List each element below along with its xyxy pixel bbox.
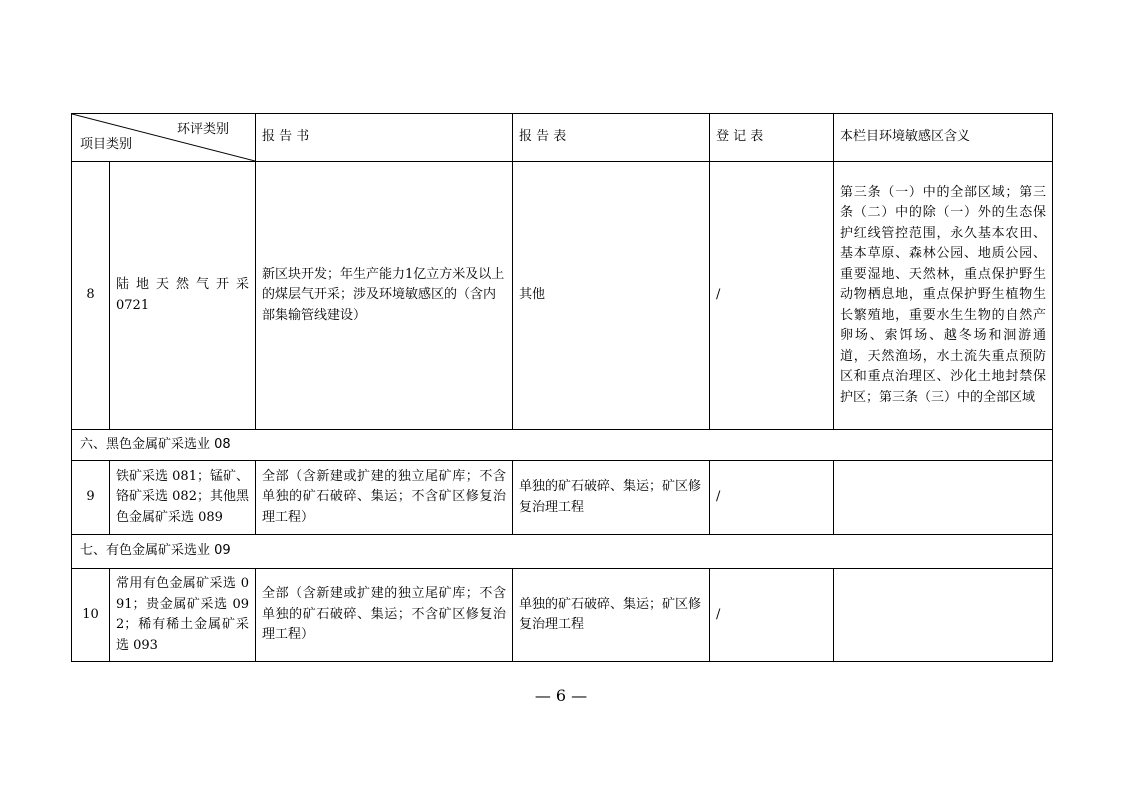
project-name: 铁矿采选 081；锰矿、铬矿采选 082；其他黑色金属矿采选 089 — [110, 461, 256, 535]
report-form-cell: 其他 — [513, 162, 710, 430]
header-sensitive-area: 本栏目环境敏感区含义 — [834, 114, 1053, 162]
row-number: 8 — [72, 162, 110, 430]
page-number: — 6 — — [534, 686, 588, 705]
row-number: 10 — [72, 569, 110, 662]
report-book-cell: 全部（含新建或扩建的独立尾矿库；不含单独的矿石破碎、集运；不含矿区修复治理工程） — [256, 461, 513, 535]
diagonal-header-cell — [72, 114, 256, 162]
project-name-line1: 陆地天然气开采 — [116, 277, 249, 292]
header-category-type: 环评类别 — [176, 122, 229, 137]
section-heading-6: 六、黑色金属矿采选业 08 — [72, 430, 1053, 461]
project-name: 常用有色金属矿采选 091；贵金属矿采选 092；稀有稀土金属矿采选 093 — [110, 569, 256, 662]
row-number: 9 — [72, 461, 110, 535]
report-form-cell: 单独的矿石破碎、集运；矿区修复治理工程 — [513, 461, 710, 535]
section-row — [72, 430, 1053, 461]
header-report-form: 报 告 表 — [513, 114, 710, 162]
table-row — [72, 162, 1053, 430]
register-cell: / — [710, 569, 834, 662]
project-name — [110, 162, 256, 430]
report-form-cell: 单独的矿石破碎、集运；矿区修复治理工程 — [513, 569, 710, 662]
report-book-cell: 新区块开发；年生产能力1亿立方米及以上的煤层气开采；涉及环境敏感区的（含内部集输管线建设） — [256, 162, 513, 430]
report-book-cell: 全部（含新建或扩建的独立尾矿库；不含单独的矿石破碎、集运；不含矿区修复治理工程） — [256, 569, 513, 662]
header-register-form: 登 记 表 — [710, 114, 834, 162]
sensitive-area-cell — [834, 461, 1053, 535]
environmental-assessment-table — [71, 113, 1053, 662]
section-row — [72, 535, 1053, 569]
project-name-line2: 0721 — [116, 297, 150, 313]
register-cell: / — [710, 461, 834, 535]
header-project-category: 项目类别 — [80, 136, 133, 152]
table-row — [72, 569, 1053, 662]
section-heading-7: 七、有色金属矿采选业 09 — [72, 535, 1053, 569]
header-report-book: 报 告 书 — [256, 114, 513, 162]
table-row — [72, 461, 1053, 535]
register-cell: / — [710, 162, 834, 430]
sensitive-area-cell — [834, 569, 1053, 662]
table-header-row — [72, 114, 1053, 162]
sensitive-area-cell: 第三条（一）中的全部区域；第三条（二）中的除（一）外的生态保护红线管控范围，永久基本农田、基本草原、森林公园、地质公园、重要湿地、天然林，重点保护野生动物栖息地，重点保护野生植物生长繁殖地，重要水生生物的自然产卵场、索饵场、越冬场和洄游通道，天然渔场，水土流失重点预防区和重点治理区、沙化土地封禁保护区；第三条（三）中的全部区域 — [834, 162, 1053, 430]
